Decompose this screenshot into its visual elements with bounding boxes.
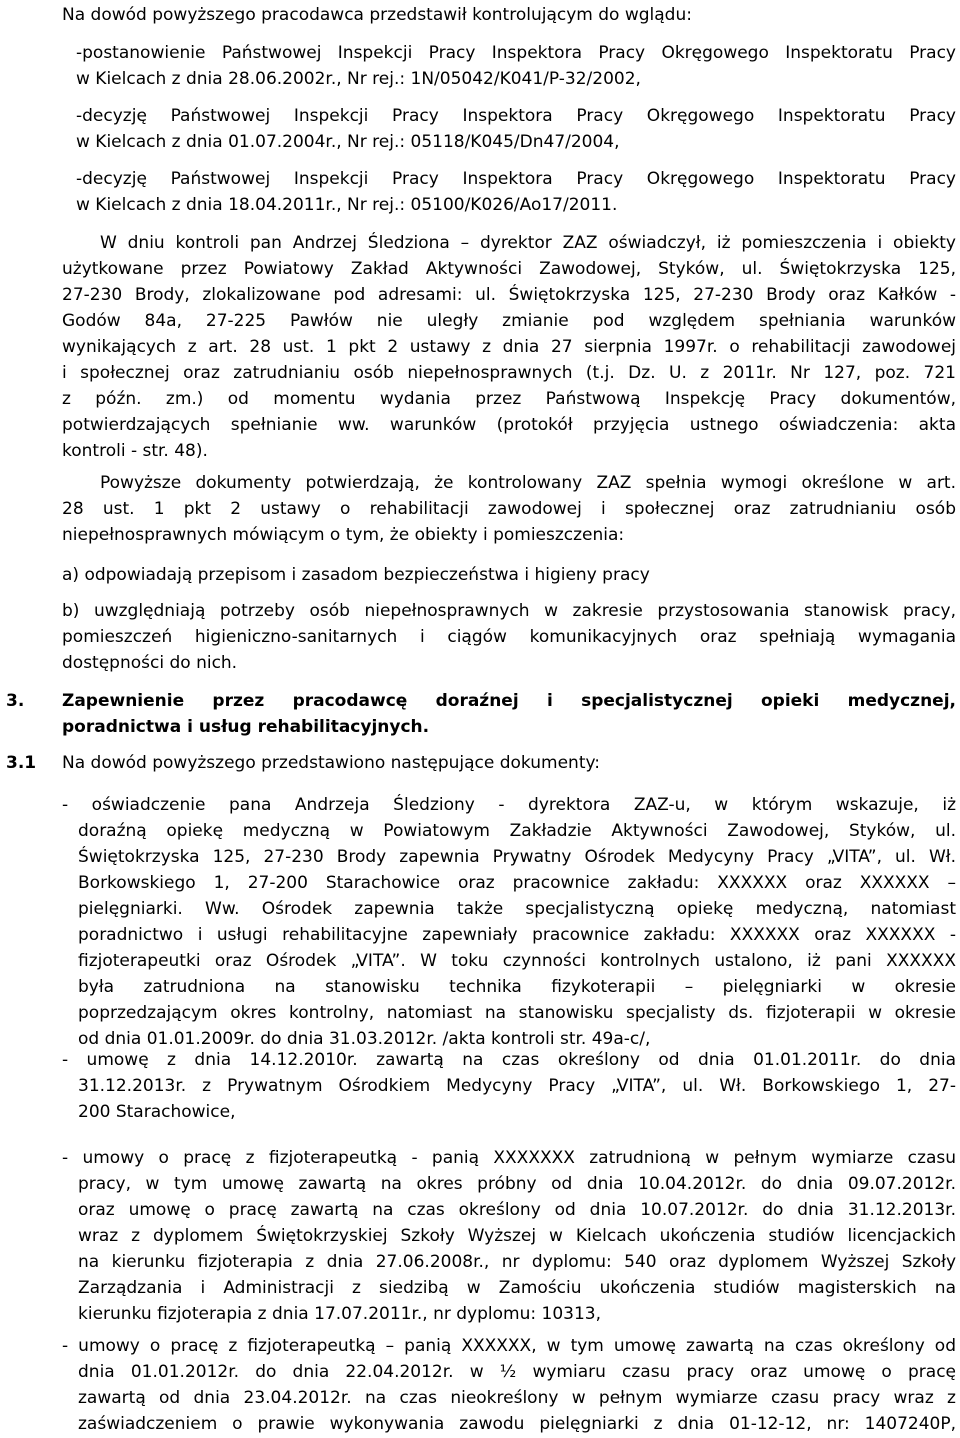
text-line: - umowy o pracę z fizjoterapeutką – panią XXXXXX, w tym umowę zawartą na czas określony od [62, 1336, 956, 1356]
bullet-continuation [62, 818, 956, 1052]
text-line: dnia 01.01.2012r. do dnia 22.04.2012r. w ½ wymiaru czasu pracy oraz umowę o pracę [78, 1362, 956, 1382]
text-line: fizjoterapeutki oraz Ośrodek „VITA”. W toku czynności kontrolnych ustalono, iż pani XXXXXX [78, 951, 956, 971]
bullet-continuation [62, 1171, 956, 1327]
text-line: - umowę z dnia 14.12.2010r. zawartą na czas określony od dnia 01.01.2011r. do dnia [62, 1050, 956, 1070]
section-number: 3. [6, 691, 25, 711]
decision-line: w Kielcach z dnia 28.06.2002r., Nr rej.: 1N/05042/K041/P-32/2002, [76, 69, 641, 89]
text-line: wraz z dyplomem Świętokrzyskiej Szkoły Wyższej w Kielcach ukończenia studiów licencjackich [78, 1226, 956, 1246]
text-line: 28 ust. 1 pkt 2 ustawy o rehabilitacji zawodowej i społecznej oraz zatrudnianiu osób [62, 499, 956, 519]
text-line: b) uwzględniają potrzeby osób niepełnosprawnych w zakresie przystosowania stanowisk pracy, [62, 601, 956, 621]
text-line: Godów 84a, 27-225 Pawłów nie uległy zmianie pod względem spełniania warunków [62, 311, 956, 331]
text-line: dostępności do nich. [62, 653, 238, 673]
text-line: zaświadczeniem o prawie wykonywania zawodu pielęgniarki z dnia 01-12-12, nr: 1407240P, [78, 1414, 956, 1434]
text-line: doraźną opiekę medyczną w Powiatowym Zakładzie Aktywności Zawodowej, Styków, ul. [78, 821, 956, 841]
text-line: od dnia 01.01.2009r. do dnia 31.03.2012r. /akta kontroli str. 49a-c/, [78, 1029, 651, 1049]
text-line: pomieszczeń higieniczno-sanitarnych i ciągów komunikacyjnych oraz spełniają wymagania [62, 627, 956, 647]
document-bullet [62, 1047, 956, 1125]
text-line: a) odpowiadają przepisom i zasadom bezpieczeństwa i higieny pracy [62, 565, 650, 585]
text-line: pracy, w tym umowę zawartą na okres próbny od dnia 10.04.2012r. do dnia 09.07.2012r. [78, 1174, 956, 1194]
bullet-continuation [62, 1073, 956, 1125]
subsection-number: 3.1 [6, 753, 37, 773]
text-line: kierunku fizjoterapia z dnia 17.07.2011r., nr dyplomu: 10313, [78, 1304, 601, 1324]
text-line: Powyższe dokumenty potwierdzają, że kontrolowany ZAZ spełnia wymogi określone w art. [100, 473, 956, 493]
decision-line: -decyzję Państwowej Inspekcji Pracy Inspektora Pracy Okręgowego Inspektoratu Pracy [76, 106, 956, 126]
decision-line: w Kielcach z dnia 18.04.2011r., Nr rej.: 05100/K026/Ao17/2011. [76, 195, 618, 215]
text-line: niepełnosprawnych mówiącym o tym, że obiekty i pomieszczenia: [62, 525, 625, 545]
decision-item [76, 103, 956, 155]
text-line: 31.12.2013r. z Prywatnym Ośrodkiem Medycyny Pracy „VITA”, ul. Wł. Borkowskiego 1, 27- [78, 1076, 956, 1096]
text-line: - oświadczenie pana Andrzeja Śledziony - dyrektora ZAZ-u, w którym wskazuje, iż [62, 795, 956, 815]
text-line: była zatrudniona na stanowisku technika fizykoterapii – pielęgniarki w okresie [78, 977, 956, 997]
text-line: z późn. zm.) od momentu wydania przez Państwową Inspekcję Pracy dokumentów, [62, 389, 956, 409]
document-bullet [62, 1333, 956, 1437]
text-line: i społecznej oraz zatrudnianiu osób niepełnosprawnych (t.j. Dz. U. z 2011r. Nr 127, poz. 721 [62, 363, 956, 383]
text-line: na kierunku fizjoterapia z dnia 27.06.2008r., nr dyplomu: 540 oraz dyplomem Wyższej Szkoły [78, 1252, 956, 1272]
bullet-continuation [62, 1359, 956, 1437]
text-line: - umowy o pracę z fizjoterapeutką - panią XXXXXXX zatrudnioną w pełnym wymiarze czasu [62, 1148, 956, 1168]
heading-line: poradnictwa i usług rehabilitacyjnych. [62, 717, 430, 737]
text-line: 27-230 Brody, zlokalizowane pod adresami: ul. Świętokrzyska 125, 27-230 Brody oraz Kałków - [62, 285, 956, 305]
text-line: 200 Starachowice, [78, 1102, 236, 1122]
decision-line: -decyzję Państwowej Inspekcji Pracy Inspektora Pracy Okręgowego Inspektoratu Pracy [76, 169, 956, 189]
decision-item [76, 166, 956, 218]
heading-line: Zapewnienie przez pracodawcę doraźnej i specjalistycznej opieki medycznej, [62, 691, 956, 711]
text-line: Na dowód powyższego przedstawiono następujące dokumenty: [62, 753, 601, 773]
text-line: Borkowskiego 1, 27-200 Starachowice oraz pracownice zakładu: XXXXXX oraz XXXXXX – [78, 873, 956, 893]
text-line: zawartą od dnia 23.04.2012r. na czas nieokreślony w pełnym wymiarze czasu pracy wraz z [78, 1388, 956, 1408]
intro-line: Na dowód powyższego pracodawca przedstawił kontrolującym do wglądu: [62, 5, 692, 25]
section-heading [62, 688, 956, 740]
text-line: W dniu kontroli pan Andrzej Śledziona – dyrektor ZAZ oświadczył, iż pomieszczenia i obiekty [100, 233, 956, 253]
text-line: oraz umowę o pracę zawartą na czas określony od dnia 10.07.2012r. do dnia 31.12.2013r. [78, 1200, 956, 1220]
text-line: wynikających z art. 28 ust. 1 pkt 2 ustawy z dnia 27 sierpnia 1997r. o rehabilitacji zawodowej [62, 337, 956, 357]
text-line: Świętokrzyska 125, 27-230 Brody zapewnia Prywatny Ośrodek Medycyny Pracy „VITA”, ul. Wł. [78, 847, 956, 867]
decision-item [76, 40, 956, 92]
document-bullet [62, 792, 956, 1052]
subsection-text [62, 750, 956, 776]
text-line: poprzedzającym okres kontrolny, natomiast na stanowisku specjalisty ds. fizjoterapii w okresie [78, 1003, 956, 1023]
intro-paragraph [62, 2, 952, 28]
paragraph-confirmation [62, 470, 956, 548]
list-item-a [62, 562, 956, 588]
document-bullet [62, 1145, 956, 1327]
decision-line: -postanowienie Państwowej Inspekcji Pracy Inspektora Pracy Okręgowego Inspektoratu Pracy [76, 43, 956, 63]
text-line: Zarządzania i Administracji z siedzibą w Zamościu ukończenia studiów magisterskich na [78, 1278, 956, 1298]
list-item-b [62, 598, 956, 676]
paragraph-declaration [62, 230, 956, 464]
text-line: użytkowane przez Powiatowy Zakład Aktywności Zawodowej, Styków, ul. Świętokrzyska 125, [62, 259, 956, 279]
text-line: pielęgniarki. Ww. Ośrodek zapewnia także specjalistyczną opiekę medyczną, natomiast [78, 899, 956, 919]
text-line: poradnictwo i usługi rehabilitacyjne zapewniały pracownice zakładu: XXXXXX oraz XXXXXX - [78, 925, 956, 945]
decision-line: w Kielcach z dnia 01.07.2004r., Nr rej.: 05118/K045/Dn47/2004, [76, 132, 620, 152]
text-line: potwierdzających spełnianie ww. warunków (protokół przyjęcia ustnego oświadczenia: akta [62, 415, 956, 435]
text-line: kontroli - str. 48). [62, 441, 208, 461]
